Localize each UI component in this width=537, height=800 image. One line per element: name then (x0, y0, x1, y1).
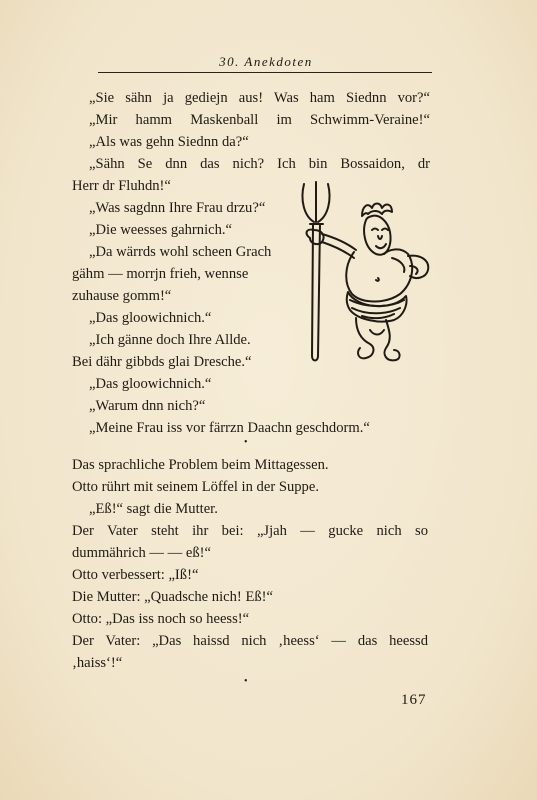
text-line: zuhause gomm!“ (72, 288, 172, 304)
poseidon-with-trident-drawing-icon (296, 180, 441, 380)
text-line: Herr dr Fluhdn!“ (72, 178, 171, 194)
text-line: ‚haiss‘!“ (72, 655, 123, 671)
text-line: „Sie sähn ja gediejn aus! Was ham Siednn vor?“ (89, 90, 430, 106)
text-line: „Die weesses gahrnich.“ (89, 222, 233, 238)
text-line: „Meine Frau iss vor färrzn Daachn geschdorm.“ (89, 420, 370, 436)
text-line: „Ich gänne doch Ihre Allde. (89, 332, 251, 348)
text-line: „Da wärrds wohl scheen Grach (89, 244, 272, 260)
running-head: 30. Anekdoten (219, 54, 313, 69)
section-separator: • (244, 676, 248, 687)
text-line: Das sprachliche Problem beim Mittagessen. (72, 457, 329, 473)
section-separator: • (244, 437, 248, 448)
text-line: „Eß!“ sagt die Mutter. (89, 501, 218, 517)
text-line: Bei dähr gibbds glai Dresche.“ (72, 354, 252, 370)
header-rule (98, 72, 432, 73)
text-line: „Mir hamm Maskenball im Schwimm-Veraine!“ (89, 112, 430, 128)
text-line: Otto rührt mit seinem Löffel in der Suppe. (72, 479, 319, 495)
text-line: dummährich — — eß!“ (72, 545, 212, 561)
text-line: Die Mutter: „Quadsche nich! Eß!“ (72, 589, 273, 605)
text-line: „Warum dnn nich?“ (89, 398, 206, 414)
text-line: „Sähn Se dnn das nich? Ich bin Bossaidon, dr (89, 156, 430, 172)
text-line: Otto: „Das iss noch so heess!“ (72, 611, 250, 627)
text-line: „Was sagdnn Ihre Frau drzu?“ (89, 200, 266, 216)
page-number: 167 (401, 692, 427, 708)
text-line: Der Vater: „Das haissd nich ‚heess‘ — das heessd (72, 633, 428, 649)
text-line: „Als was gehn Siednn da?“ (89, 134, 249, 150)
text-line: gähm — morrjn frieh, wennse (72, 266, 249, 282)
text-line: Otto verbessert: „Iß!“ (72, 567, 199, 583)
text-line: „Das gloowichnich.“ (89, 376, 212, 392)
text-line: „Das gloowichnich.“ (89, 310, 212, 326)
text-line: Der Vater steht ihr bei: „Jjah — gucke nich so (72, 523, 428, 539)
